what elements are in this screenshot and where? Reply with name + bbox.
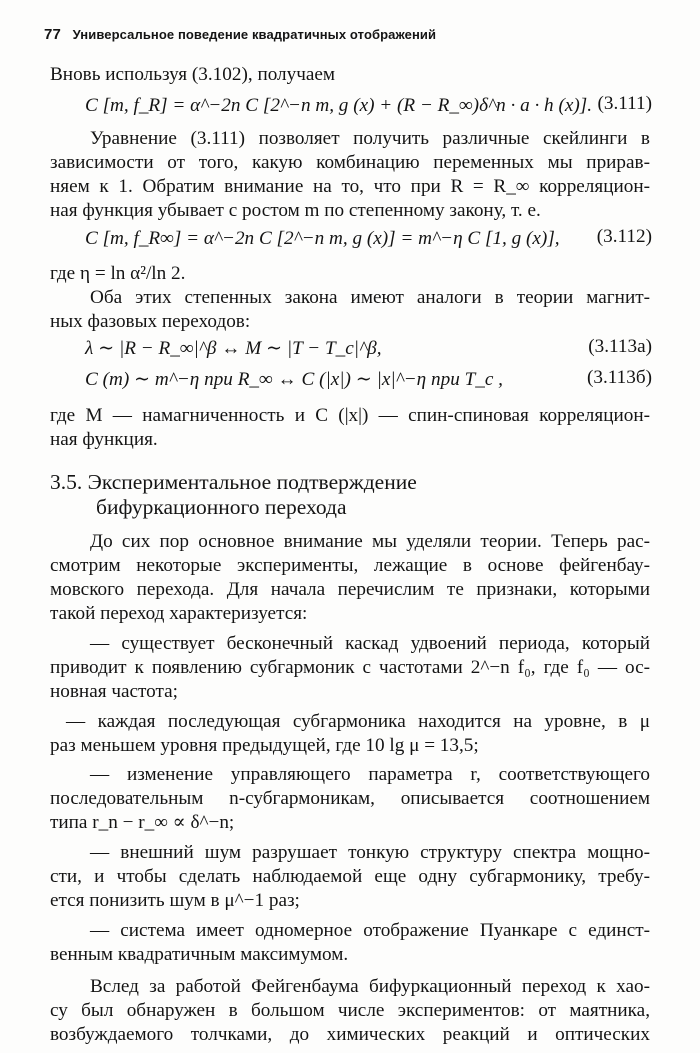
list-item-line: новная частота; bbox=[50, 681, 178, 702]
paragraph-line: няем к 1. Обратим внимание на то, что при R = R_∞ корреляцион- bbox=[50, 176, 650, 197]
list-item-line: ется понизить шум в μ^−1 раз; bbox=[50, 890, 300, 911]
list-item-line: сти, и чтобы сделать наблюдаемой еще одну субгармонику, требу- bbox=[50, 866, 650, 887]
list-item-line: — внешний шум разрушает тонкую структуру спектра мощно- bbox=[90, 842, 650, 863]
list-item-line: венным квадратичным максимумом. bbox=[50, 944, 349, 965]
paragraph-line: Оба этих степенных закона имеют аналоги в теории магнит- bbox=[90, 287, 650, 308]
section-heading bbox=[50, 468, 650, 496]
paragraph-line: Вслед за работой Фейгенбаума бифуркационный переход к хао- bbox=[90, 976, 650, 997]
paragraph-line: смотрим некоторые эксперименты, лежащие в основе фейгенбау- bbox=[50, 555, 650, 576]
section-title-line2: бифуркационного перехода bbox=[96, 495, 347, 519]
list-item-line: последовательным n-субгармоникам, описывается соотношением bbox=[50, 788, 650, 809]
paragraph-line: мовского перехода. Для начала перечислим те признаки, которыми bbox=[50, 579, 650, 600]
paragraph-line: До сих пор основное внимание мы уделяли теории. Теперь рас- bbox=[90, 531, 650, 552]
list-item-line: типа r_n − r_∞ ∝ δ^−n; bbox=[50, 812, 235, 833]
paragraph-line: ная функция. bbox=[50, 429, 158, 450]
list-item-line: — каждая последующая субгармоника находится на уровне, в μ bbox=[66, 711, 650, 732]
equation-number: (3.111) bbox=[597, 93, 652, 114]
list-item-line: — система имеет одномерное отображение Пуанкаре с единст- bbox=[90, 920, 650, 941]
paragraph-line: Вновь используя (3.102), получаем bbox=[50, 64, 336, 85]
paragraph-line: где M — намагниченность и C (|x|) — спин-спиновая корреляцион- bbox=[50, 405, 650, 426]
equation-3-113b: C (m) ∼ m^−η при R_∞ ↔ C (|x|) ∼ |x|^−η при T_c , bbox=[85, 369, 503, 390]
equation-3-111: C [m, f_R] = α^−2n C [2^−n m, g (x) + (R − R_∞)δ^n · a · h (x)]. bbox=[85, 95, 592, 116]
paragraph-line: су был обнаружен в большом числе экспериментов: от маятника, bbox=[50, 1000, 650, 1021]
list-item-line: — изменение управляющего параметра r, соответствующего bbox=[90, 764, 650, 785]
equation-number: (3.112) bbox=[596, 226, 652, 247]
paragraph-line: такой переход характеризуется: bbox=[50, 603, 308, 624]
paragraph-line: ная функция убывает с ростом m по степенному закону, т. е. bbox=[50, 200, 541, 221]
equation-3-112: C [m, f_R∞] = α^−2n C [2^−n m, g (x)] = m^−η C [1, g (x)], bbox=[85, 228, 560, 249]
paragraph-line: зависимости от того, какую комбинацию переменных мы прирав- bbox=[50, 152, 650, 173]
paragraph-line: возбуждаемого толчками, до химических реакций и оптических bbox=[50, 1024, 650, 1045]
equation-3-113a: λ ∼ |R − R_∞|^β ↔ M ∼ |T − T_c|^β, bbox=[85, 338, 382, 359]
paragraph-line: Уравнение (3.111) позволяет получить различные скейлинги в bbox=[90, 128, 650, 149]
page-number: 77 bbox=[44, 26, 61, 43]
equation-number: (3.113б) bbox=[586, 367, 652, 388]
equation-number: (3.113а) bbox=[588, 336, 652, 357]
list-item-line: раз меньшем уровня предыдущей, где 10 lg μ = 13,5; bbox=[50, 735, 479, 756]
running-header bbox=[44, 26, 664, 43]
paragraph-line: ных фазовых переходов: bbox=[50, 311, 251, 332]
section-number: 3.5. bbox=[50, 470, 83, 494]
paragraph-line: где η = ln α²/ln 2. bbox=[50, 263, 186, 284]
section-title-line1: Экспериментальное подтверждение bbox=[87, 470, 417, 494]
list-item-line: — существует бесконечный каскад удвоений периода, который bbox=[90, 633, 650, 654]
running-title: Универсальное поведение квадратичных отображений bbox=[72, 27, 437, 42]
list-item-line: приводит к появлению субгармоник с частотами 2^−n f₀, где f₀ — ос- bbox=[50, 657, 650, 678]
